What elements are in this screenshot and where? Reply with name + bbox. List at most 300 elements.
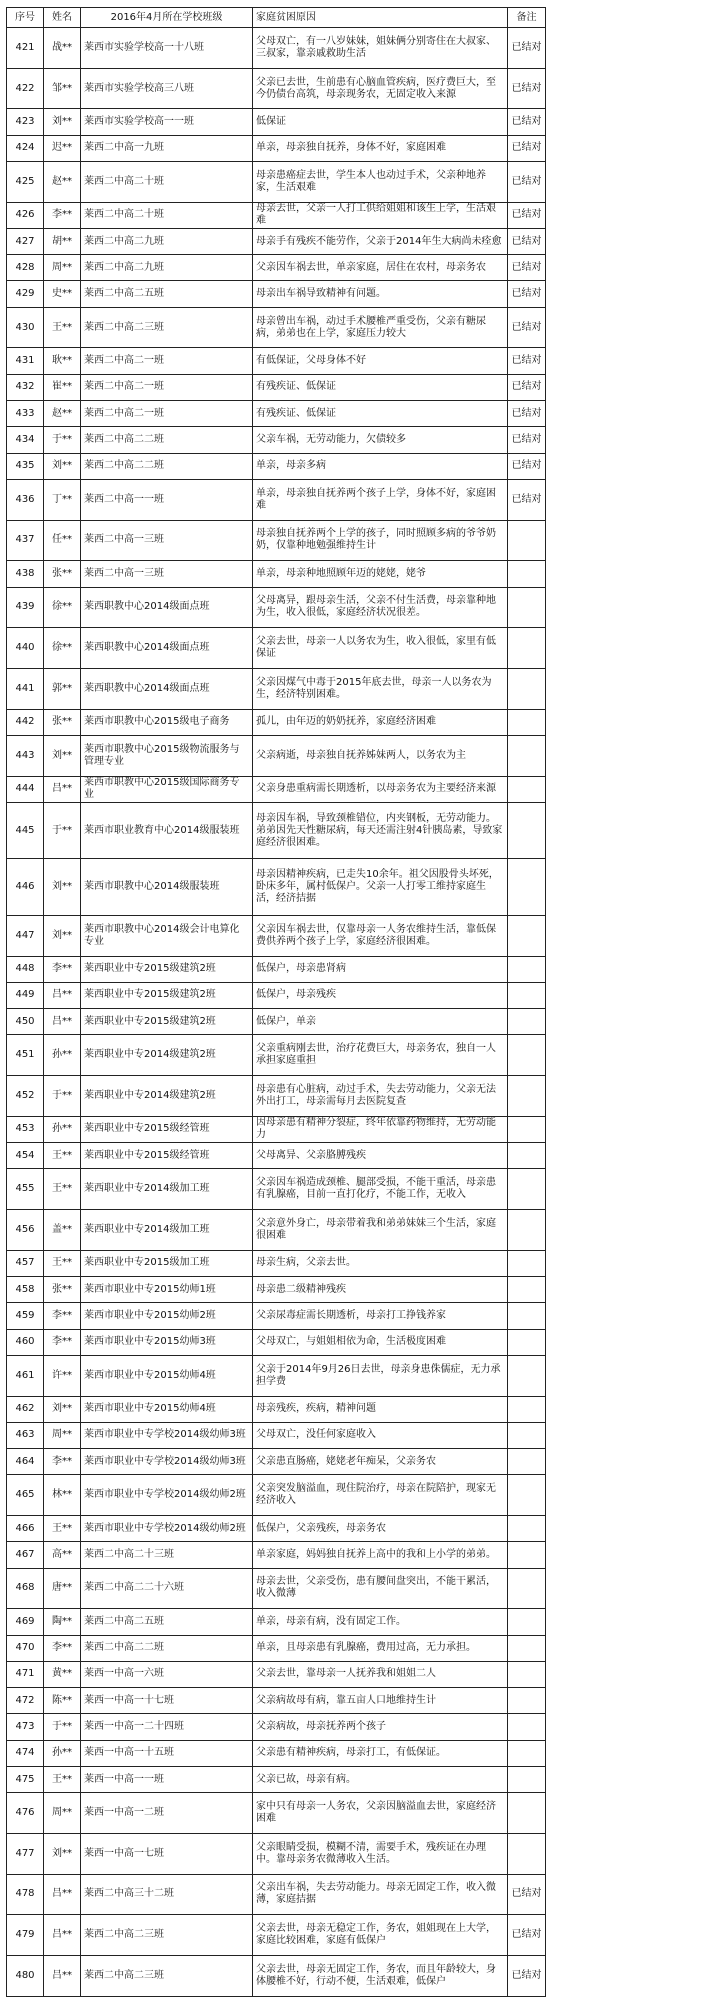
- school-class: 莱西市职业中专学校2014级幼师2班: [81, 1475, 253, 1516]
- table-row: [7, 668, 546, 709]
- pairing-note: [508, 1422, 546, 1448]
- school-class: 莱西一中高一十五班: [81, 1740, 253, 1766]
- row-number: 473: [7, 1714, 44, 1740]
- row-number: 440: [7, 628, 44, 669]
- poverty-reason: 单亲，母亲有病，没有固定工作。: [253, 1609, 508, 1635]
- table-row: [7, 520, 546, 561]
- school-class: 莱西二中高二二班: [81, 1635, 253, 1661]
- table-row: [7, 374, 546, 400]
- student-name: 于**: [44, 802, 81, 858]
- row-number: 455: [7, 1169, 44, 1210]
- school-class: 莱西二中高二九班: [81, 255, 253, 281]
- school-class: 莱西二中高二一班: [81, 348, 253, 374]
- school-class: 莱西市职业教育中心2014级服装班: [81, 802, 253, 858]
- row-number: 456: [7, 1210, 44, 1251]
- table-body: [7, 28, 546, 1997]
- pairing-note: [508, 1793, 546, 1834]
- row-number: 478: [7, 1874, 44, 1915]
- row-number: 477: [7, 1833, 44, 1874]
- student-name: 吕**: [44, 982, 81, 1008]
- pairing-note: 已结对: [508, 161, 546, 202]
- student-name: 黄**: [44, 1661, 81, 1687]
- pairing-note: 已结对: [508, 453, 546, 479]
- row-number: 422: [7, 68, 44, 109]
- poverty-reason: 父亲因车祸造成颈椎、腿部受损，不能干重活，母亲患有乳腺癌，目前一直打化疗，不能工作，无收入: [253, 1169, 508, 1210]
- row-number: 452: [7, 1076, 44, 1117]
- table-row: [7, 109, 546, 135]
- table-row: [7, 1303, 546, 1329]
- table-row: [7, 1568, 546, 1609]
- row-number: 438: [7, 561, 44, 587]
- school-class: 莱西二中高二二班: [81, 427, 253, 453]
- poverty-reason: 母亲因精神疾病，已走失10余年。祖父因股骨头坏死，卧床多年，属村低保户。父亲一人打零工维持家庭生活，经济拮据: [253, 859, 508, 915]
- row-number: 427: [7, 228, 44, 254]
- poverty-reason: 母亲患癌症去世，学生本人也动过手术，父亲种地养家，生活艰难: [253, 161, 508, 202]
- school-class: 莱西职业中专2015级加工班: [81, 1250, 253, 1276]
- school-class: 莱西职业中专2015级建筑2班: [81, 956, 253, 982]
- table-row: [7, 982, 546, 1008]
- poverty-reason: 父亲患直肠癌，姥姥老年痴呆，父亲务农: [253, 1449, 508, 1475]
- row-number: 479: [7, 1915, 44, 1956]
- poverty-reason: 母亲生病，父亲去世。: [253, 1250, 508, 1276]
- table-row: [7, 1210, 546, 1251]
- header-row: [7, 8, 546, 28]
- school-class: 莱西市职业中专学校2014级幼师3班: [81, 1422, 253, 1448]
- row-number: 421: [7, 28, 44, 69]
- table-row: [7, 135, 546, 161]
- poverty-reason: 单亲，且母亲患有乳腺癌，费用过高，无力承担。: [253, 1635, 508, 1661]
- table-row: [7, 776, 546, 802]
- pairing-note: [508, 1661, 546, 1687]
- row-number: 426: [7, 202, 44, 228]
- poverty-reason: 父亲意外身亡，母亲带着我和弟弟妹妹三个生活，家庭很困难: [253, 1210, 508, 1251]
- pairing-note: [508, 1542, 546, 1568]
- poverty-reason: 父亲病逝，母亲独自抚养姊妹两人，以务农为主: [253, 735, 508, 776]
- student-name: 吕**: [44, 1956, 81, 1997]
- row-number: 458: [7, 1277, 44, 1303]
- pairing-note: [508, 1009, 546, 1035]
- row-number: 464: [7, 1449, 44, 1475]
- poverty-reason: 单亲家庭，妈妈独自抚养上高中的我和上小学的弟弟。: [253, 1542, 508, 1568]
- student-name: 赵**: [44, 401, 81, 427]
- table-row: [7, 1714, 546, 1740]
- pairing-note: 已结对: [508, 427, 546, 453]
- row-number: 428: [7, 255, 44, 281]
- school-class: 莱西二中高二三班: [81, 1915, 253, 1956]
- table-row: [7, 1009, 546, 1035]
- student-name: 战**: [44, 28, 81, 69]
- school-class: 莱西职业中专2014级建筑2班: [81, 1035, 253, 1076]
- row-number: 447: [7, 915, 44, 956]
- pairing-note: [508, 1396, 546, 1422]
- pairing-note: 已结对: [508, 374, 546, 400]
- row-number: 435: [7, 453, 44, 479]
- pairing-note: [508, 628, 546, 669]
- student-name: 王**: [44, 1250, 81, 1276]
- row-number: 449: [7, 982, 44, 1008]
- school-class: 莱西二中高一九班: [81, 135, 253, 161]
- table-row: [7, 68, 546, 109]
- pairing-note: [508, 587, 546, 628]
- pairing-note: [508, 802, 546, 858]
- poverty-reason: 父亲已去世，生前患有心脑血管疾病，医疗费巨大，至今仍债台高筑，母亲现务农，无固定收入来源: [253, 68, 508, 109]
- table-row: [7, 1915, 546, 1956]
- row-number: 450: [7, 1009, 44, 1035]
- student-name: 李**: [44, 1635, 81, 1661]
- table-row: [7, 255, 546, 281]
- student-name: 胡**: [44, 228, 81, 254]
- poverty-reason: 父亲重病刚去世，治疗花费巨大，母亲务农，独自一人承担家庭重担: [253, 1035, 508, 1076]
- table-row: [7, 1250, 546, 1276]
- pairing-note: [508, 982, 546, 1008]
- table-row: [7, 802, 546, 858]
- row-number: 480: [7, 1956, 44, 1997]
- school-class: 莱西二中高二十三班: [81, 1542, 253, 1568]
- school-class: 莱西职教中心2014级面点班: [81, 587, 253, 628]
- student-name: 李**: [44, 202, 81, 228]
- row-number: 470: [7, 1635, 44, 1661]
- row-number: 425: [7, 161, 44, 202]
- school-class: 莱西二中高一三班: [81, 561, 253, 587]
- school-class: 莱西一中高一二班: [81, 1793, 253, 1834]
- school-class: 莱西一中高一十七班: [81, 1688, 253, 1714]
- pairing-note: 已结对: [508, 1874, 546, 1915]
- pairing-note: [508, 1035, 546, 1076]
- table-row: [7, 1035, 546, 1076]
- school-class: 莱西一中高一二十四班: [81, 1714, 253, 1740]
- table-row: [7, 1076, 546, 1117]
- table-row: [7, 956, 546, 982]
- table-row: [7, 401, 546, 427]
- header-reason: 家庭贫困原因: [253, 8, 508, 28]
- student-name: 高**: [44, 1542, 81, 1568]
- school-class: 莱西二中高一一班: [81, 479, 253, 520]
- poverty-reason: 父亲于2014年9月26日去世，母亲身患侏儒症，无力承担学费: [253, 1355, 508, 1396]
- pairing-note: 已结对: [508, 1956, 546, 1997]
- row-number: 463: [7, 1422, 44, 1448]
- student-poverty-table: [6, 7, 546, 1997]
- header-no: 序号: [7, 8, 44, 28]
- table-row: [7, 1277, 546, 1303]
- school-class: 莱西市职业中专2015幼师2班: [81, 1303, 253, 1329]
- row-number: 431: [7, 348, 44, 374]
- pairing-note: [508, 1635, 546, 1661]
- pairing-note: [508, 1740, 546, 1766]
- school-class: 莱西市实验学校高一十八班: [81, 28, 253, 69]
- table-row: [7, 859, 546, 915]
- poverty-reason: 母亲残疾，疾病，精神问题: [253, 1396, 508, 1422]
- student-name: 徐**: [44, 587, 81, 628]
- row-number: 446: [7, 859, 44, 915]
- student-name: 李**: [44, 1449, 81, 1475]
- table-row: [7, 1116, 546, 1142]
- poverty-reason: 母亲手有残疾不能劳作，父亲于2014年生大病尚未痊愈: [253, 228, 508, 254]
- table-row: [7, 628, 546, 669]
- student-name: 唐**: [44, 1568, 81, 1609]
- poverty-reason: 父亲眼睛受损，模糊不清，需要手术，残疾证在办理中。靠母亲务农微薄收入生活。: [253, 1833, 508, 1874]
- table-row: [7, 1874, 546, 1915]
- poverty-reason: 单亲，母亲种地照顾年迈的姥姥，姥爷: [253, 561, 508, 587]
- row-number: 474: [7, 1740, 44, 1766]
- table-row: [7, 307, 546, 348]
- table-row: [7, 1688, 546, 1714]
- student-name: 刘**: [44, 109, 81, 135]
- pairing-note: 已结对: [508, 281, 546, 307]
- pairing-note: 已结对: [508, 228, 546, 254]
- poverty-reason: 母亲独自抚养两个上学的孩子，同时照顾多病的爷爷奶奶，仅靠种地勉强维持生计: [253, 520, 508, 561]
- pairing-note: 已结对: [508, 202, 546, 228]
- table-row: [7, 1542, 546, 1568]
- student-name: 于**: [44, 1714, 81, 1740]
- pairing-note: [508, 776, 546, 802]
- school-class: 莱西二中高二十班: [81, 202, 253, 228]
- student-name: 赵**: [44, 161, 81, 202]
- student-name: 王**: [44, 1143, 81, 1169]
- pairing-note: [508, 1449, 546, 1475]
- pairing-note: 已结对: [508, 28, 546, 69]
- student-name: 张**: [44, 561, 81, 587]
- poverty-reason: 父亲去世，母亲一人以务农为生，收入很低，家里有低保证: [253, 628, 508, 669]
- table-row: [7, 28, 546, 69]
- pairing-note: [508, 1766, 546, 1792]
- table-row: [7, 1956, 546, 1997]
- table-row: [7, 1635, 546, 1661]
- header-school: 2016年4月所在学校班级: [81, 8, 253, 28]
- row-number: 423: [7, 109, 44, 135]
- row-number: 429: [7, 281, 44, 307]
- school-class: 莱西职业中专2015级建筑2班: [81, 1009, 253, 1035]
- pairing-note: [508, 520, 546, 561]
- table-row: [7, 709, 546, 735]
- table-row: [7, 161, 546, 202]
- poverty-reason: 低保户，父亲残疾，母亲务农: [253, 1516, 508, 1542]
- pairing-note: [508, 561, 546, 587]
- row-number: 467: [7, 1542, 44, 1568]
- poverty-reason: 父亲去世，母亲无稳定工作，务农，姐姐现在上大学，家庭比较困难，家庭有低保户: [253, 1915, 508, 1956]
- school-class: 莱西市职教中心2014级会计电算化专业: [81, 915, 253, 956]
- student-name: 周**: [44, 1422, 81, 1448]
- student-name: 于**: [44, 1076, 81, 1117]
- table-row: [7, 1516, 546, 1542]
- student-name: 盖**: [44, 1210, 81, 1251]
- student-name: 李**: [44, 1303, 81, 1329]
- poverty-reason: 有残疾证、低保证: [253, 374, 508, 400]
- pairing-note: [508, 915, 546, 956]
- pairing-note: [508, 735, 546, 776]
- student-name: 孙**: [44, 1740, 81, 1766]
- pairing-note: [508, 1329, 546, 1355]
- pairing-note: [508, 956, 546, 982]
- school-class: 莱西职业中专2015级建筑2班: [81, 982, 253, 1008]
- table-row: [7, 427, 546, 453]
- school-class: 莱西市职教中心2014级服装班: [81, 859, 253, 915]
- poverty-reason: 父亲因车祸去世，仅靠母亲一人务农维持生活，靠低保费供养两个孩子上学，家庭经济很困难。: [253, 915, 508, 956]
- pairing-note: [508, 1169, 546, 1210]
- school-class: 莱西职业中专2014级加工班: [81, 1169, 253, 1210]
- poverty-reason: 父亲去世，母亲无固定工作，务农，而且年龄较大，身体腰椎不好，行动不便，生活艰难，低保户: [253, 1956, 508, 1997]
- table-row: [7, 1833, 546, 1874]
- school-class: 莱西市职教中心2015级国际商务专业: [81, 776, 253, 802]
- table-row: [7, 1793, 546, 1834]
- student-name: 刘**: [44, 453, 81, 479]
- poverty-reason: 父亲已故，母亲有病。: [253, 1766, 508, 1792]
- pairing-note: [508, 1516, 546, 1542]
- poverty-reason: 单亲，母亲独自抚养，身体不好，家庭困难: [253, 135, 508, 161]
- school-class: 莱西二中高二三班: [81, 307, 253, 348]
- table-row: [7, 587, 546, 628]
- poverty-reason: 父亲尿毒症需长期透析，母亲打工挣钱养家: [253, 1303, 508, 1329]
- row-number: 459: [7, 1303, 44, 1329]
- student-name: 陶**: [44, 1609, 81, 1635]
- poverty-reason: 父亲患有精神疾病，母亲打工，有低保证。: [253, 1740, 508, 1766]
- pairing-note: 已结对: [508, 307, 546, 348]
- school-class: 莱西一中高一六班: [81, 1661, 253, 1687]
- row-number: 437: [7, 520, 44, 561]
- school-class: 莱西二中高二一班: [81, 401, 253, 427]
- poverty-reason: 母亲去世，父亲受伤，患有腰间盘突出，不能干累活，收入微薄: [253, 1568, 508, 1609]
- poverty-reason: 父亲去世，靠母亲一人抚养我和姐姐二人: [253, 1661, 508, 1687]
- student-name: 刘**: [44, 1396, 81, 1422]
- table-row: [7, 1740, 546, 1766]
- pairing-note: [508, 1833, 546, 1874]
- school-class: 莱西职教中心2014级面点班: [81, 668, 253, 709]
- school-class: 莱西二中高二五班: [81, 1609, 253, 1635]
- header-name: 姓名: [44, 8, 81, 28]
- poverty-reason: 有残疾证、低保证: [253, 401, 508, 427]
- table-row: [7, 915, 546, 956]
- school-class: 莱西二中高二九班: [81, 228, 253, 254]
- student-name: 刘**: [44, 915, 81, 956]
- pairing-note: 已结对: [508, 1915, 546, 1956]
- student-name: 吕**: [44, 1874, 81, 1915]
- pairing-note: [508, 1210, 546, 1251]
- student-name: 吕**: [44, 1009, 81, 1035]
- poverty-reason: 母亲患有心脏病，动过手术，失去劳动能力，父亲无法外出打工，母亲需每月去医院复查: [253, 1076, 508, 1117]
- school-class: 莱西职业中专2014级加工班: [81, 1210, 253, 1251]
- row-number: 424: [7, 135, 44, 161]
- pairing-note: [508, 1277, 546, 1303]
- pairing-note: [508, 1076, 546, 1117]
- student-name: 耿**: [44, 348, 81, 374]
- pairing-note: [508, 1355, 546, 1396]
- school-class: 莱西市职业中专2015幼师4班: [81, 1396, 253, 1422]
- row-number: 462: [7, 1396, 44, 1422]
- row-number: 448: [7, 956, 44, 982]
- student-name: 邹**: [44, 68, 81, 109]
- poverty-reason: 有低保证，父母身体不好: [253, 348, 508, 374]
- table-row: [7, 1169, 546, 1210]
- row-number: 441: [7, 668, 44, 709]
- student-name: 任**: [44, 520, 81, 561]
- poverty-reason: 父亲病故，母亲抚养两个孩子: [253, 1714, 508, 1740]
- student-name: 周**: [44, 1793, 81, 1834]
- school-class: 莱西二中高二三班: [81, 1956, 253, 1997]
- pairing-note: [508, 859, 546, 915]
- pairing-note: 已结对: [508, 109, 546, 135]
- poverty-reason: 父亲车祸，无劳动能力，欠债较多: [253, 427, 508, 453]
- pairing-note: [508, 1688, 546, 1714]
- school-class: 莱西市职业中专学校2014级幼师3班: [81, 1449, 253, 1475]
- table-row: [7, 1329, 546, 1355]
- pairing-note: 已结对: [508, 255, 546, 281]
- poverty-reason: 低保户，母亲患肾病: [253, 956, 508, 982]
- row-number: 453: [7, 1116, 44, 1142]
- student-name: 王**: [44, 1516, 81, 1542]
- table-row: [7, 1143, 546, 1169]
- table-row: [7, 1766, 546, 1792]
- row-number: 469: [7, 1609, 44, 1635]
- table-row: [7, 281, 546, 307]
- pairing-note: [508, 1143, 546, 1169]
- poverty-reason: 父亲突发脑溢血，现住院治疗，母亲在院陪护，现家无经济收入: [253, 1475, 508, 1516]
- student-name: 李**: [44, 1329, 81, 1355]
- poverty-reason: 母亲患二级精神残疾: [253, 1277, 508, 1303]
- pairing-note: 已结对: [508, 348, 546, 374]
- poverty-reason: 单亲，母亲多病: [253, 453, 508, 479]
- student-name: 刘**: [44, 735, 81, 776]
- school-class: 莱西一中高一一班: [81, 1766, 253, 1792]
- pairing-note: [508, 1609, 546, 1635]
- poverty-reason: 母亲因车祸，导致颈椎错位，内夹钢板，无劳动能力。弟弟因先天性糖尿病，每天还需注射4针胰岛素，导致家庭经济很困难。: [253, 802, 508, 858]
- poverty-reason: 低保证: [253, 109, 508, 135]
- student-name: 王**: [44, 1766, 81, 1792]
- row-number: 439: [7, 587, 44, 628]
- row-number: 434: [7, 427, 44, 453]
- school-class: 莱西市职教中心2015级物流服务与管理专业: [81, 735, 253, 776]
- pairing-note: [508, 1568, 546, 1609]
- pairing-note: [508, 1475, 546, 1516]
- poverty-reason: 母亲曾出车祸，动过手术腰椎严重受伤，父亲有糖尿病，弟弟也在上学，家庭压力较大: [253, 307, 508, 348]
- table-row: [7, 735, 546, 776]
- table-row: [7, 202, 546, 228]
- student-name: 史**: [44, 281, 81, 307]
- poverty-reason: 父亲病故母有病，靠五亩人口地维持生计: [253, 1688, 508, 1714]
- student-name: 林**: [44, 1475, 81, 1516]
- student-name: 刘**: [44, 859, 81, 915]
- school-class: 莱西职业中专2015级经管班: [81, 1143, 253, 1169]
- student-name: 于**: [44, 427, 81, 453]
- pairing-note: [508, 668, 546, 709]
- row-number: 472: [7, 1688, 44, 1714]
- row-number: 432: [7, 374, 44, 400]
- table-row: [7, 1449, 546, 1475]
- school-class: 莱西一中高一七班: [81, 1833, 253, 1874]
- student-name: 陈**: [44, 1688, 81, 1714]
- table-row: [7, 453, 546, 479]
- table-row: [7, 1355, 546, 1396]
- school-class: 莱西二中高三十二班: [81, 1874, 253, 1915]
- school-class: 莱西二中高二二十六班: [81, 1568, 253, 1609]
- poverty-reason: 低保户，母亲残疾: [253, 982, 508, 1008]
- poverty-reason: 父亲因煤气中毒于2015年底去世，母亲一人以务农为生，经济特别困难。: [253, 668, 508, 709]
- school-class: 莱西二中高二一班: [81, 374, 253, 400]
- school-class: 莱西职教中心2014级面点班: [81, 628, 253, 669]
- row-number: 443: [7, 735, 44, 776]
- table-row: [7, 228, 546, 254]
- school-class: 莱西市职业中专学校2014级幼师2班: [81, 1516, 253, 1542]
- poverty-reason: 父亲因车祸去世，单亲家庭，居住在农村，母亲务农: [253, 255, 508, 281]
- student-name: 徐**: [44, 628, 81, 669]
- row-number: 442: [7, 709, 44, 735]
- table-row: [7, 1609, 546, 1635]
- poverty-reason: 孤儿，由年迈的奶奶抚养，家庭经济困难: [253, 709, 508, 735]
- student-name: 迟**: [44, 135, 81, 161]
- row-number: 466: [7, 1516, 44, 1542]
- table-row: [7, 561, 546, 587]
- school-class: 莱西市职业中专2015幼师1班: [81, 1277, 253, 1303]
- row-number: 475: [7, 1766, 44, 1792]
- row-number: 451: [7, 1035, 44, 1076]
